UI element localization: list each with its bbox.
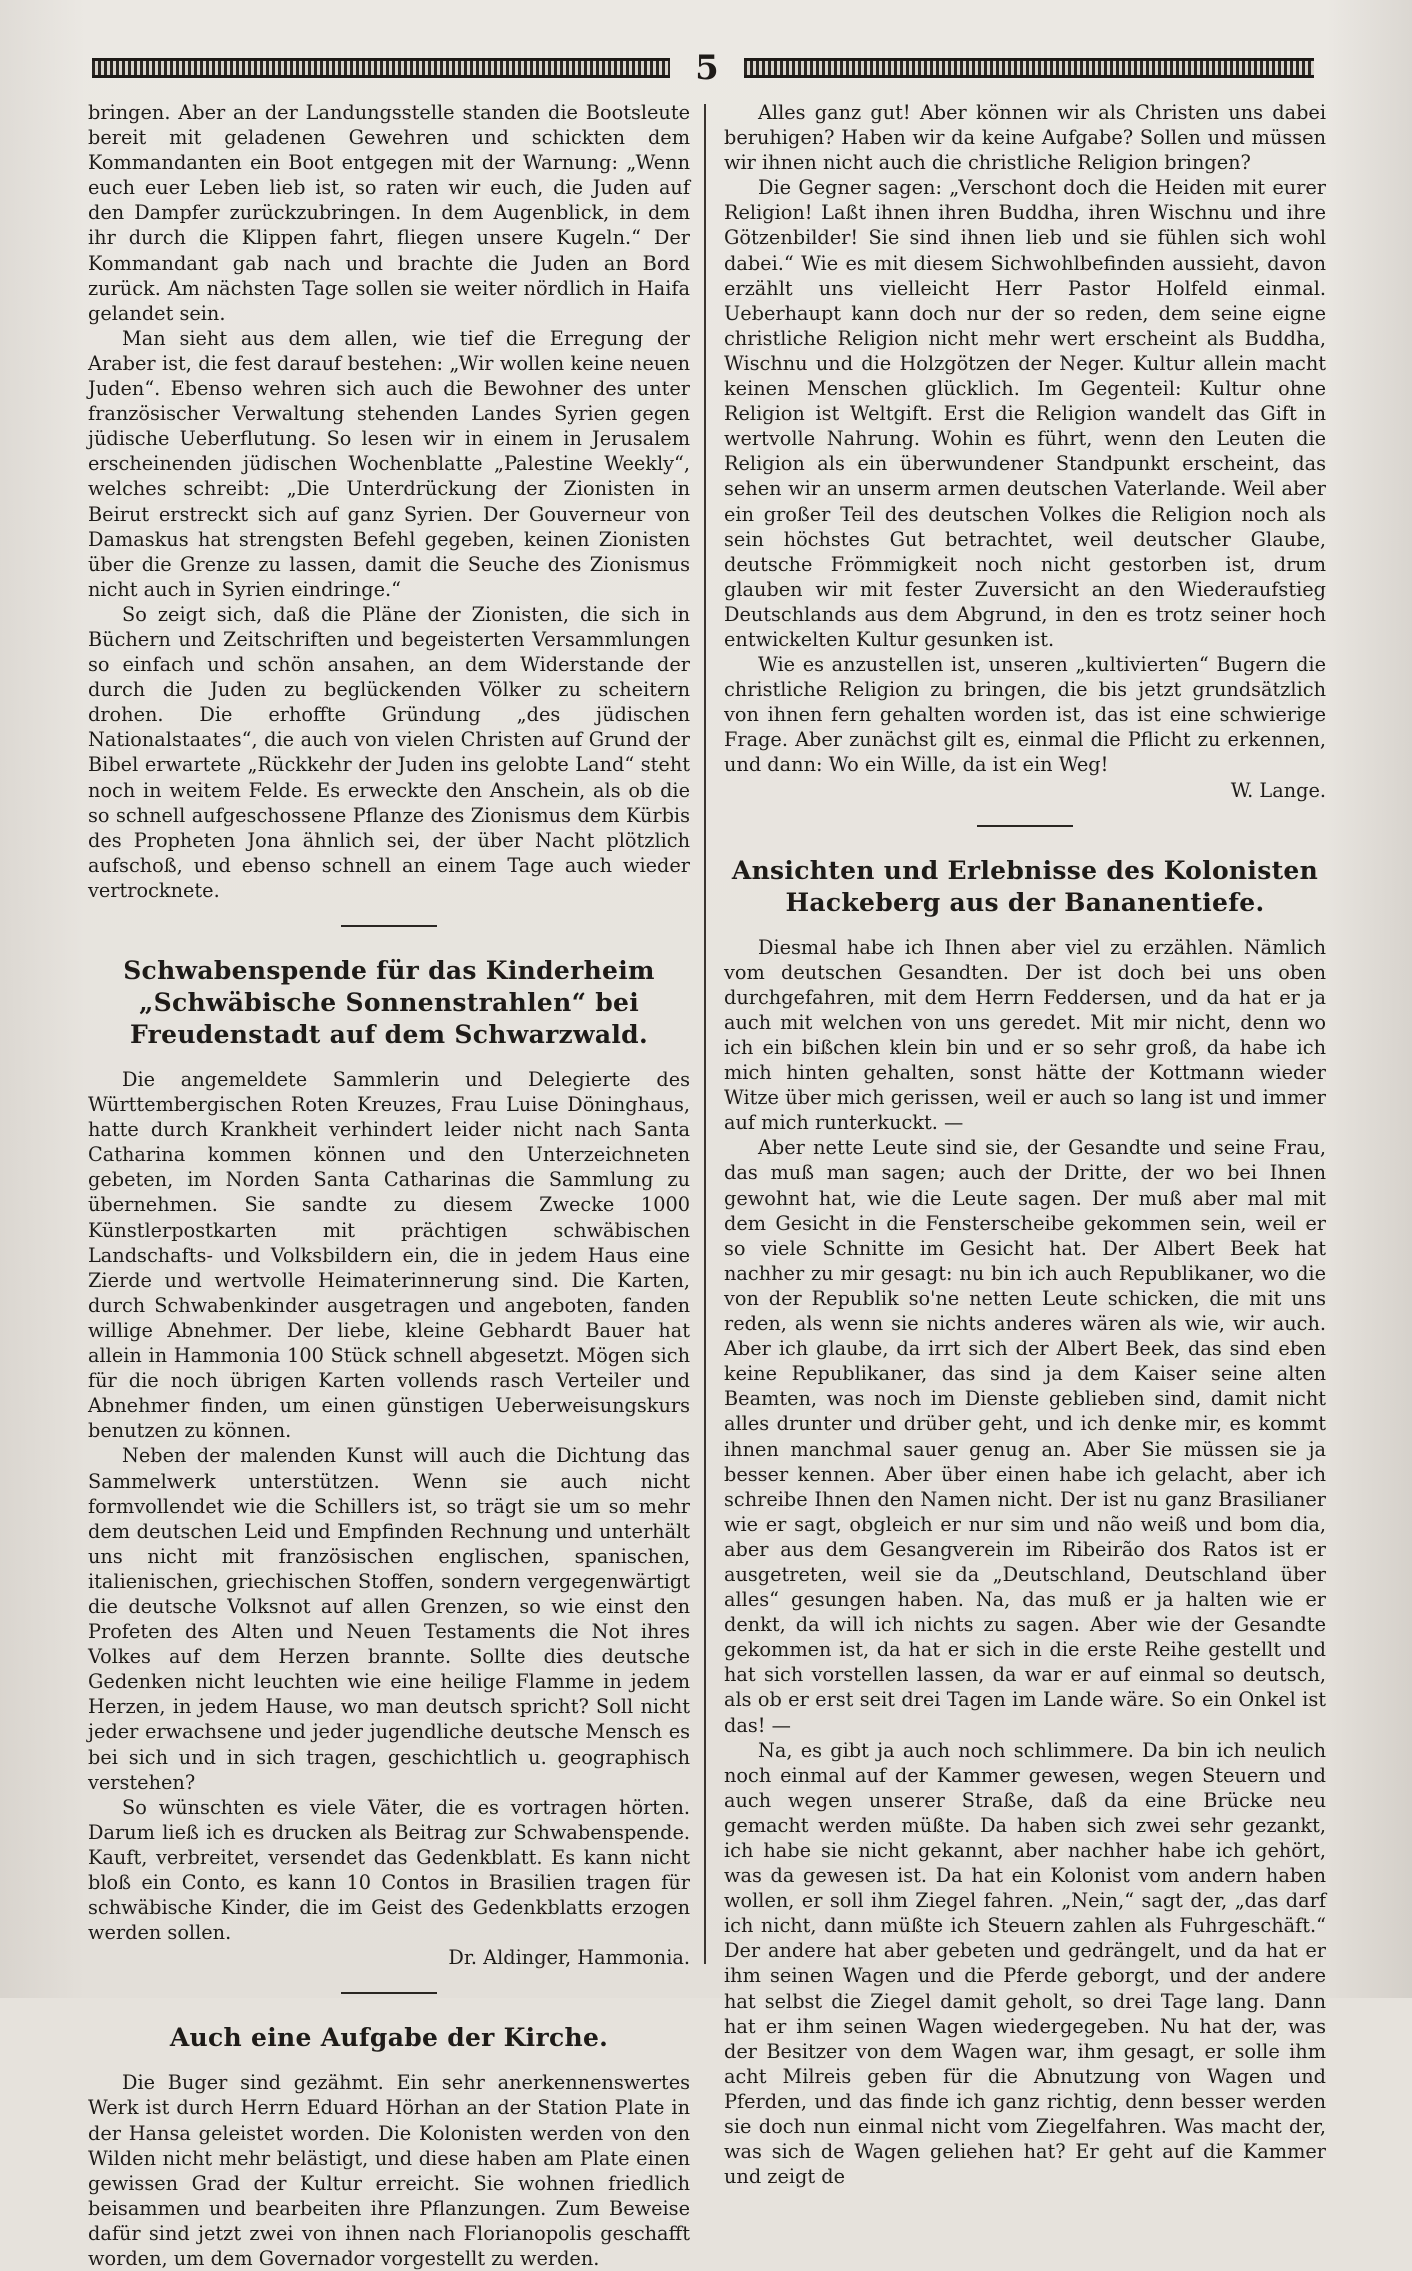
- article-signature: Dr. Aldinger, Hammonia.: [448, 1946, 690, 1970]
- column-divider: [704, 104, 706, 1964]
- article-paragraph: Die Buger sind gezähmt. Ein sehr anerkennenswertes Werk ist durch Herrn Eduard Hörhan an der Station Plate in der Hansa geleistet worden. Die Kolonisten werden von den Wilden nicht mehr belästigt, und diese haben am Plate einen gewissen Grad der Kultur erreicht. Sie wohnen friedlich beisammen und bearbeiten ihre Pflanzungen. Zum Beweise dafür sind jetzt zwei von ihnen nach Florianopolis geschafft worden, um dem Governador vorgestellt zu werden.: [88, 2071, 690, 2271]
- article-paragraph: Die Gegner sagen: „Verschont doch die Heiden mit eurer Religion! Laßt ihnen ihren Buddha, ihren Wischnu und ihre Götzenbilder! Sie sind ihnen lieb und sie fühlen sich wohl dabei.“ Wie es mit diesem Sichwohlbefinden aussieht, davon erzählt uns vielleicht Herr Pastor Holfeld einmal. Ueberhaupt kann doch nur der so reden, dem seine eigne christliche Religion nicht mehr wert erscheint als Buddha, Wischnu und die Holzgötzen der Neger. Kultur allein macht keinen Menschen glücklich. Im Gegenteil: Kultur ohne Religion ist Weltgift. Erst die Religion wandelt das Gift in wertvolle Nahrung. Wohin es führt, wenn den Leuten die Religion als ein überwundener Standpunkt erscheint, das sehen wir an unserm armen deutschen Vaterlande. Weil aber ein großer Teil des deutschen Volkes die Religion noch als sein höchstes Gut betrachtet, weil deutscher Glaube, deutsche Frömmigkeit noch nicht gestorben ist, drum glauben wir mit fester Zuversicht an den Wiederaufstieg Deutschlands aus dem Abgrund, in den es trotz seiner hoch entwickelten Kultur gesunken ist.: [724, 176, 1326, 651]
- article-paragraph: So zeigt sich, daß die Pläne der Zionisten, die sich in Büchern und Zeitschriften und begeisterten Versammlungen so einfach und schön ansahen, an dem Widerstande der durch die Juden zu beglückenden Völker zu scheitern drohen. Die erhoffte Gründung „des jüdischen Nationalstaates“, die auch von vielen Christen auf Grund der Bibel erwartete „Rückkehr der Juden ins gelobte Land“ steht noch in weitem Felde. Es erweckte den Anschein, als ob die so schnell aufgeschossene Pflanze des Zionismus dem Kürbis des Propheten Jona ähnlich sei, der über Nacht plötzlich aufschoß, und ebenso schnell an einem Tage auch wieder vertrocknete.: [88, 602, 690, 902]
- article-paragraph: Die angemeldete Sammlerin und Delegierte des Württembergischen Roten Kreuzes, Frau Luise Döninghaus, hatte durch Krankheit verhindert leider nicht nach Santa Catharina kommen können und den Unterzeichneten gebeten, im Norden Santa Catharinas die Sammlung zu übernehmen. Sie sandte zu diesem Zwecke 1000 Künstlerpostkarten mit prächtigen schwäbischen Landschafts- und Volksbildern ein, die in jedem Haus eine Zierde und wertvolle Heimaterinnerung sind. Die Karten, durch Schwabenkinder ausgetragen und angeboten, fanden willige Abnehmer. Der liebe, kleine Gebhardt Bauer hat allein in Hammonia 100 Stück schnell abgesetzt. Mögen sich für die noch übrigen Karten vollends rasch Verteiler und Abnehmer finden, um einen günstigen Ueberweisungskurs benutzen zu können.: [88, 1068, 690, 1443]
- header-ornament-rule-left: [92, 58, 670, 78]
- article-signature: W. Lange.: [1230, 778, 1326, 802]
- article-headline: Auch eine Aufgabe der Kirche.: [169, 2023, 609, 2053]
- page-header: [92, 48, 1314, 88]
- article-paragraph: Aber nette Leute sind sie, der Gesandte und seine Frau, das muß man sagen; auch der Dritte, der wo bei Ihnen gewohnt hat, wie die Leute sagen. Der muß aber mal mit dem Gesicht in die Fensterscheibe gekommen sein, weil er so viele Schnitte im Gesicht hat. Der Albert Beek hat nachher zu mir gesagt: nu bin ich auch Republikaner, wo die von der Republik so'ne netten Leute schicken, die mit uns reden, als wenn sie nichts anderes wären als wie, wir auch. Aber ich glaube, da irrt sich der Albert Beek, das sind eben keine Republikaner, das sind ja dem Kaiser seine alten Beamten, was noch im Dienste geblieben sind, damit nicht alles drunter und drüber geht, und ich denke mir, es kommt ihnen manchmal sauer genug an. Aber Sie müssen sie ja besser kennen. Aber über einen habe ich gelacht, aber ich schreibe Ihnen den Namen nicht. Der ist nu ganz Brasilianer wie er sagt, obgleich er nur sim und não weiß und bom dia, aber aus dem Gesangverein im Ribeirão dos Ratos ist er ausgetreten, weil sie da „Deutschland, Deutschland über alles“ gesungen haben. Na, das muß er ja halten wie er denkt, da will ich nichts zu sagen. Aber wie der Gesandte gekommen ist, da hat er sich in die erste Reihe gestellt und hat sich vorstellen lassen, da war er auf einmal so deutsch, als ob er erst seit drei Tagen im Lande wäre. So ein Onkel ist das! —: [724, 1136, 1326, 1737]
- page-number: 5: [695, 48, 719, 88]
- article-paragraph: Wie es anzustellen ist, unseren „kultivierten“ Bugern die christliche Religion zu bringen, die bis jetzt grundsätzlich von ihnen fern gehalten worden ist, das ist eine schwierige Frage. Aber zunächst gilt es, einmal die Pflicht zu erkennen, und dann: Wo ein Wille, da ist ein Weg!: [724, 653, 1326, 777]
- article-headline: Schwabenspende für das Kinderheim „Schwäbische Sonnenstrahlen“ bei Freudenstadt auf dem Schwarzwald.: [123, 956, 655, 1049]
- article-paragraph: So wünschten es viele Väter, die es vortragen hörten. Darum ließ ich es drucken als Beitrag zur Schwabenspende. Kauft, verbreitet, versendet das Gedenkblatt. Es kann nicht bloß ein Conto, es kann 10 Contos in Brasilien tragen für schwäbische Kinder, die im Geist des Gedenkblatts erzogen werden sollen.: [88, 1795, 690, 1945]
- article-paragraph: Neben der malenden Kunst will auch die Dichtung das Sammelwerk unterstützen. Wenn sie auch nicht formvollendet wie die Schillers ist, so trägt sie um so mehr dem deutschen Leid und Empfinden Rechnung und unterhält uns nicht mit französischen englischen, spanischen, italienischen, griechischen Stoffen, sondern vergegenwärtigt die deutsche Volksnot auf allen Grenzen, so wie einst den Profeten des Alten und Neuen Testaments die Not ihres Volkes auf dem Herzen brannte. Sollte dies deutsche Gedenken nicht leuchten wie eine heilige Flamme in jedem Herzen, in jedem Hause, wo man deutsch spricht? Soll nicht jeder erwachsene und jeder jugendliche deutsche Mensch es bei sich und in sich tragen, geschichtlich u. geographisch verstehen?: [88, 1444, 690, 1794]
- right-column: [724, 100, 1326, 2189]
- article-separator: [977, 825, 1073, 827]
- article-paragraph: Diesmal habe ich Ihnen aber viel zu erzählen. Nämlich vom deutschen Gesandten. Der ist doch bei uns oben durchgefahren, mit dem Herrn Feddersen, und da hat er ja auch mit welchen von uns geredet. Mit mir nicht, denn wo ich ein bißchen klein bin und er so sehr groß, da habe ich mich hinten gehalten, sonst hätte der Kottmann wieder Witze über mich gerissen, weil er auch so lang ist und immer auf mich runterkuckt. —: [724, 935, 1326, 1135]
- article-headline: Ansichten und Erlebnisse des Kolonisten Hackeberg aus der Bananentiefe.: [731, 855, 1319, 917]
- left-column: [88, 100, 690, 2271]
- article-paragraph: Alles ganz gut! Aber können wir als Christen uns dabei beruhigen? Haben wir da keine Aufgabe? Sollen und müssen wir ihnen nicht auch die christliche Religion bringen?: [724, 101, 1326, 175]
- article-paragraph: Na, es gibt ja auch noch schlimmere. Da bin ich neulich noch einmal auf der Kammer gewesen, wegen Steuern und auch wegen unserer Straße, daß da eine Brücke neu gemacht werden müßte. Da haben sich zwei sehr gezankt, ich habe sie nicht gekannt, aber nachher habe ich gehört, was da gewesen ist. Da hat ein Kolonist vom andern haben wollen, er soll ihm Ziegel fahren. „Nein,“ sagt der, „das darf ich nicht, dann müßte ich Steuern zahlen als Fuhrgeschäft.“ Der andere hat aber gebeten und gedrängelt, und da hat er ihm seinen Wagen und die Pferde geborgt, und der andere hat selbst die Ziegel damit geholt, so drei Tage lang. Dann hat er ihm seinen Wagen wiedergegeben. Nu hat der, was der Besitzer von dem Wagen war, ihm gesagt, er solle ihm acht Milreis geben für die Abnutzung von Wagen und Pferden, und das finde ich ganz richtig, denn besser werden sie doch nun einmal nicht vom Ziegelfahren. Was macht der, was sich de Wagen geliehen hat? Er geht auf die Kammer und zeigt de: [724, 1738, 1326, 2189]
- article-paragraph: Man sieht aus dem allen, wie tief die Erregung der Araber ist, die fest darauf bestehen: „Wir wollen keine neuen Juden“. Ebenso wehren sich auch die Bewohner des unter französischer Verwaltung stehenden Landes Syrien gegen jüdische Ueberflutung. So lesen wir in einem in Jerusalem erscheinenden jüdischen Wochenblatte „Palestine Weekly“, welches schreibt: „Die Unterdrückung der Zionisten in Beirut erstreckt sich auf ganz Syrien. Der Gouverneur von Damaskus hat strengsten Befehl gegeben, keinen Zionisten über die Grenze zu lassen, damit die Seuche des Zionismus nicht auch in Syrien eindringe.“: [88, 326, 690, 601]
- header-ornament-rule-right: [744, 58, 1314, 78]
- article-separator: [341, 1992, 437, 1994]
- article-paragraph: bringen. Aber an der Landungsstelle standen die Bootsleute bereit mit geladenen Gewehren und schickten dem Kommandanten ein Boot entgegen mit der Warnung: „Wenn euch euer Leben lieb ist, so raten wir euch, die Juden auf den Dampfer zurückzubringen. In dem Augenblick, in dem ihr durch die Klippen fahrt, fliegen unsere Kugeln.“ Der Kommandant gab nach und brachte die Juden an Bord zurück. Am nächsten Tage sollen sie weiter nördlich in Haifa gelandet sein.: [88, 101, 690, 325]
- article-separator: [341, 925, 437, 927]
